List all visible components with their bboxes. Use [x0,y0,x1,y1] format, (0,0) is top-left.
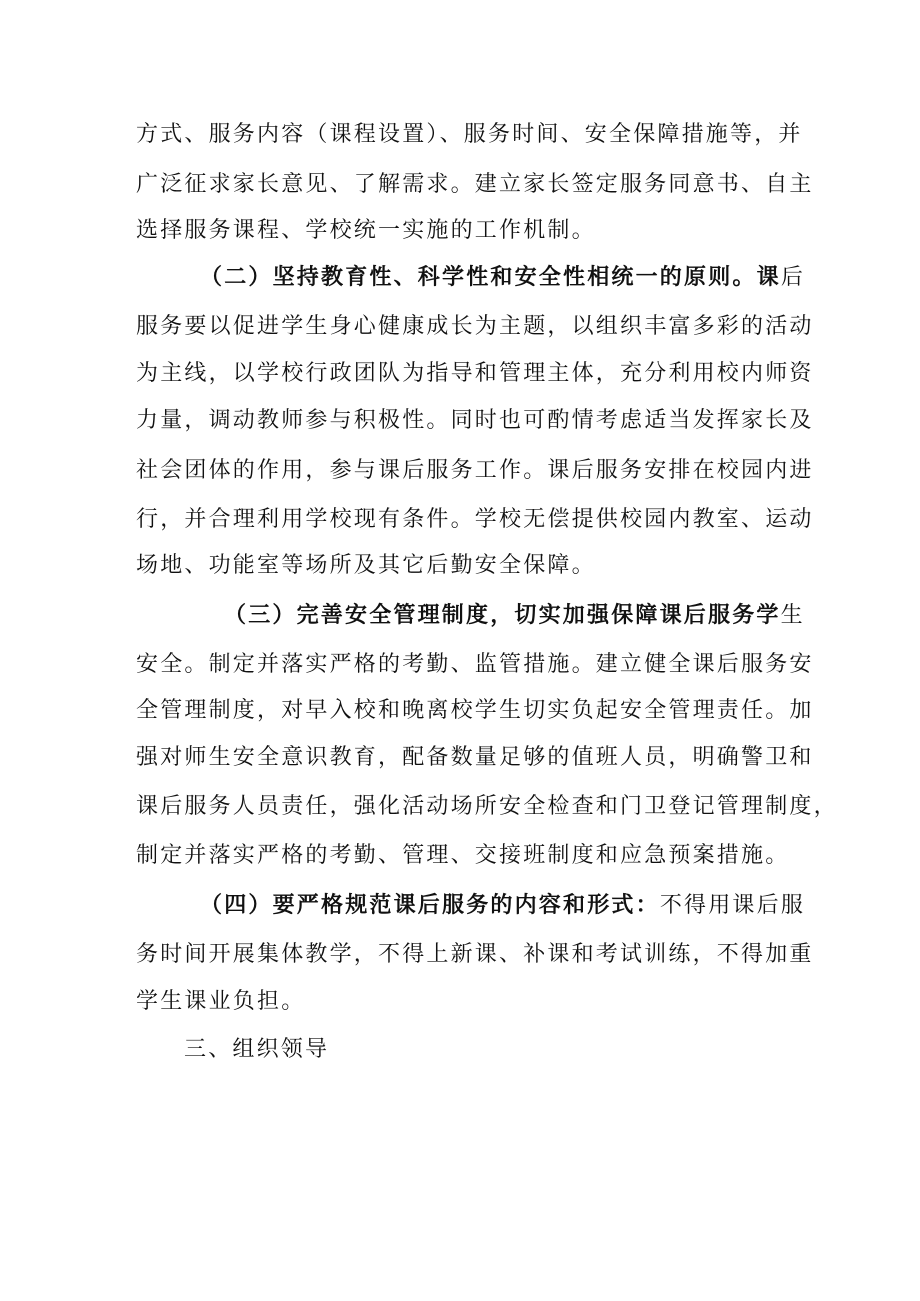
paragraph-heading: （四）要严格规范课后服务的内容和形式： [200,892,660,918]
paragraph-heading-rest: 生 [780,603,805,628]
paragraph-heading-rest: 不得用课后服 [659,893,806,918]
text-line: 服务要以促进学生身心健康成长为主题，以组织丰富多彩的活动 [136,314,814,339]
text-line: 全管理制度，对早入校和晚离校学生切实负起安全管理责任。加 [136,698,814,723]
paragraph-heading-line [200,262,805,292]
paragraph-heading-line [224,600,805,630]
text-line: 力量，调动教师参与积极性。同时也可酌情考虑适当发挥家长及 [136,408,814,433]
text-line: 安全。制定并落实严格的考勤、监管措施。建立健全课后服务安 [136,652,814,677]
text-line: 社会团体的作用，参与课后服务工作。课后服务安排在校园内进 [136,458,814,483]
text-line: 行，并合理利用学校现有条件。学校无偿提供校园内教室、运动 [136,507,814,532]
text-line: 为主线，以学校行政团队为指导和管理主体，充分利用校内师资 [136,361,814,386]
text-line: 强对师生安全意识教育，配备数量足够的值班人员，明确警卫和 [136,745,814,770]
paragraph-heading-rest: 后 [780,265,806,290]
text-line: 广泛征求家长意见、了解需求。建立家长签定服务同意书、自主 [136,172,814,197]
text-line: 课后服务人员责任，强化活动场所安全检查和门卫登记管理制度， [136,794,838,819]
text-line: 务时间开展集体教学，不得上新课、补课和考试训练，不得加重 [136,942,814,967]
section-heading: 三、组织领导 [184,1037,330,1062]
paragraph-heading: （三）完善安全管理制度，切实加强保障课后服务学 [224,602,781,628]
text-line: 场地、功能室等场所及其它后勤安全保障。 [136,553,596,578]
paragraph-heading-line [200,890,805,920]
paragraph-heading: （二）坚持教育性、科学性和安全性相统一的原则。课 [200,264,781,290]
text-line: 学生课业负担。 [136,989,306,1014]
text-line: 方式、服务内容（课程设置）、服务时间、安全保障措施等，并 [136,122,803,147]
text-line: 制定并落实严格的考勤、管理、交接班制度和应急预案措施。 [136,843,790,868]
text-line: 选择服务课程、学校统一实施的工作机制。 [136,218,596,243]
